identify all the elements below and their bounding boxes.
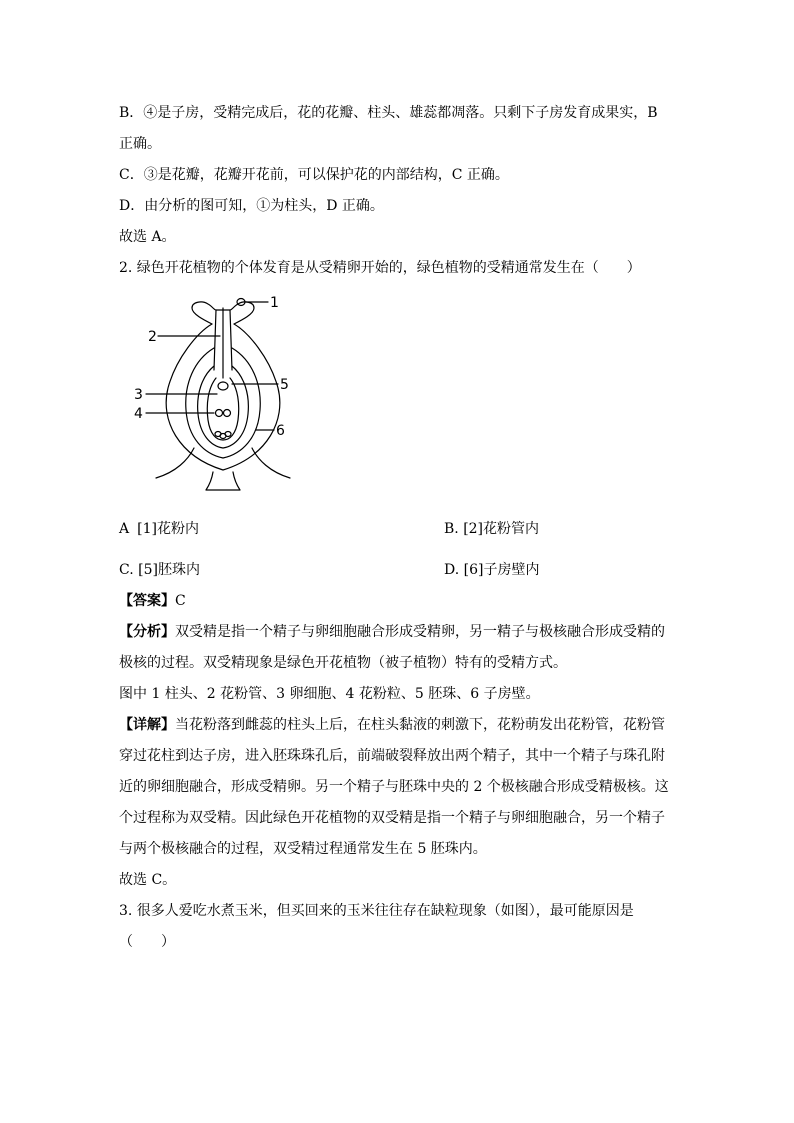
label-6: 6: [276, 423, 285, 439]
analysis-line3: 图中 1 柱头、2 花粉管、3 卵细胞、4 花粉粒、5 胚珠、6 子房壁。: [119, 686, 540, 702]
detail-line3: 近的卵细胞融合，形成受精卵。另一个精子与胚珠中央的 2 个极核融合形成受精极核。这: [119, 779, 669, 795]
analysis-line1: 【分析】双受精是指一个精子与卵细胞融合形成受精卵，另一精子与极核融合形成受精的: [119, 624, 665, 640]
option-d-explanation: D．由分析的图可知，①为柱头，D 正确。: [119, 198, 384, 214]
detail-tag: 【详解】: [119, 717, 175, 733]
label-4: 4: [134, 406, 143, 422]
option-b-explanation-line2: 正确。: [119, 136, 161, 152]
detail-line2: 穿过花柱到达子房，进入胚珠珠孔后，前端破裂释放出两个精子，其中一个精子与珠孔附: [119, 748, 665, 764]
label-5: 5: [280, 377, 289, 393]
option-a: [119, 520, 199, 538]
detail-line4: 个过程称为双受精。因此绿色开花植物的双受精是指一个精子与卵细胞融合，另一个精子: [119, 810, 665, 826]
polar-nucleus-left: [216, 410, 223, 417]
egg-cell: [218, 382, 228, 390]
embryo-sac: [207, 378, 238, 440]
option-c-explanation: C．③是花瓣，花瓣开花前，可以保护花的内部结构，C 正确。: [119, 167, 509, 183]
analysis-tag: 【分析】: [119, 624, 175, 640]
label-1: 1: [270, 295, 279, 311]
answer-tag: 【答案】: [119, 593, 175, 609]
option-a-text: [1]花粉内: [137, 521, 199, 537]
question-3-stem-line2: （ ）: [119, 934, 175, 950]
analysis-line2: 极核的过程。双受精现象是绿色开花植物（被子植物）特有的受精方式。: [119, 655, 567, 671]
previous-conclusion: 故选 A。: [119, 229, 176, 245]
label-3: 3: [134, 387, 143, 403]
receptacle: [156, 448, 290, 490]
pistil-diagram: [128, 288, 318, 498]
option-b: B. [2]花粉管内: [444, 521, 540, 537]
question-2-stem: 2. 绿色开花植物的个体发育是从受精卵开始的，绿色植物的受精通常发生在（ ）: [119, 260, 641, 276]
detail-line5: 与两个极核融合的过程，双受精过程通常发生在 5 胚珠内。: [119, 841, 487, 857]
option-b-explanation-line1: B．④是子房，受精完成后，花的花瓣、柱头、雄蕊都凋落。只剩下子房发育成果实，B: [119, 105, 658, 121]
label-2: 2: [148, 329, 157, 345]
detail-conclusion: 故选 C。: [119, 872, 177, 888]
polar-nucleus-right: [224, 410, 231, 417]
question-3-stem-line1: 3. 很多人爱吃水煮玉米，但买回来的玉米往往存在缺粒现象（如图），最可能原因是: [119, 903, 634, 919]
detail-line1: 【详解】当花粉落到雌蕊的柱头上后，在柱头黏液的刺激下，花粉萌发出花粉管，花粉管: [119, 717, 665, 733]
answer-value: C: [175, 593, 186, 609]
option-c: C. [5]胚珠内: [119, 562, 200, 578]
option-a-letter: A: [119, 521, 130, 537]
answer-line: [119, 592, 186, 610]
option-d: D. [6]子房壁内: [444, 562, 540, 578]
